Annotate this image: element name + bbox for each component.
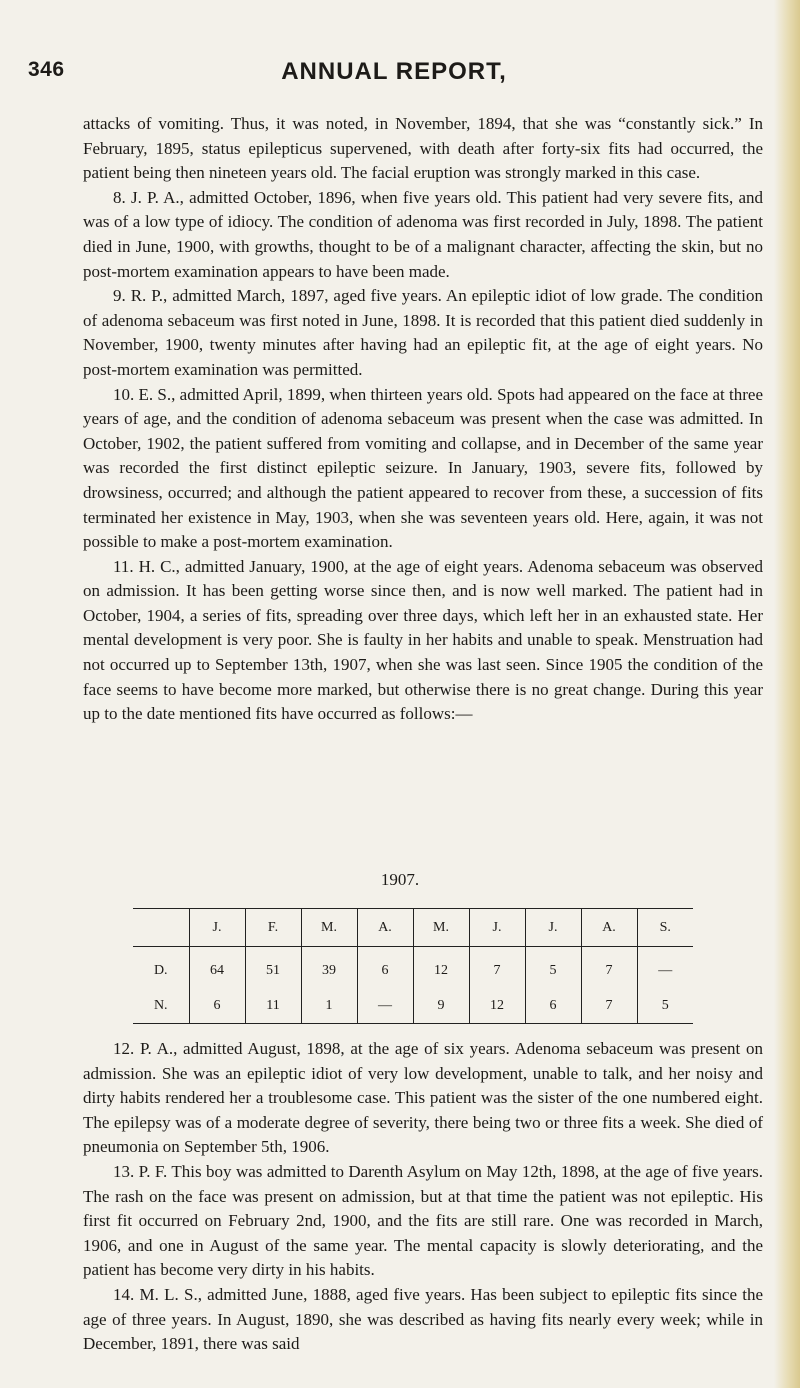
table-header-cell: A. [357, 909, 413, 947]
fits-table [133, 908, 693, 1024]
table-cell: 11 [245, 988, 301, 1024]
table-cell: 64 [189, 947, 245, 989]
table-cell: 39 [301, 947, 357, 989]
paragraph-case-12: 12. P. A., admitted August, 1898, at the age of six years. Adenoma sebaceum was present on admission. She was an epileptic idiot of very low development, unable to talk, and her noisy and dirty habits rendered her a troublesome case. This patient was the sister of the one numbered eight. The epilepsy was of a moderate degree of severity, there being two or three fits a week. She died of pneumonia on September 5th, 1906. [83, 1039, 763, 1157]
table-cell: 12 [413, 947, 469, 989]
page-edge-shading [774, 0, 800, 1388]
paragraph-case-9: 9. R. P., admitted March, 1897, aged five years. An epileptic idiot of low grade. The condition of adenoma sebaceum was first noted in June, 1898. It is recorded that this patient died suddenly in November, 1900, twenty minutes after having had an epileptic fit, at the age of eight years. No post-mortem examination was permitted. [83, 286, 763, 379]
table-header-cell: J. [469, 909, 525, 947]
page-header [28, 58, 760, 88]
paragraph-case-10: 10. E. S., admitted April, 1899, when thirteen years old. Spots had appeared on the face at three years of age, and the condition of adenoma sebaceum was present when the case was admitted. In October, 1902, the patient suffered from vomiting and collapse, and in December of the same year was recorded the first distinct epileptic seizure. In January, 1903, severe fits, followed by drowsiness, occurred; and although the patient appeared to recover from these, a succession of fits terminated her existence in May, 1903, when she was seventeen years old. Here, again, it was not possible to make a post-mortem examination. [83, 384, 763, 552]
paragraph-case-11: 11. H. C., admitted January, 1900, at the age of eight years. Adenoma sebaceum was observed on admission. It has been getting worse since then, and is now well marked. The patient had in October, 1904, a series of fits, spreading over three days, which left her in an exhausted state. Her mental development is very poor. She is faulty in her habits and unable to speak. Menstruation had not occurred up to September 13th, 1907, when she was last seen. Since 1905 the condition of the face seems to have become more marked, but otherwise there is no great change. During this year up to the date mentioned fits have occurred as follows:— [83, 556, 763, 724]
page-number: 346 [28, 58, 65, 81]
table-row [133, 947, 693, 989]
table-cell: 5 [525, 947, 581, 989]
body-text-bottom [83, 1037, 763, 1357]
table-header-row [133, 909, 693, 947]
table-header-cell: J. [525, 909, 581, 947]
table-cell: — [357, 988, 413, 1024]
table-cell: N. [133, 988, 189, 1024]
table-cell: 12 [469, 988, 525, 1024]
table-cell: 51 [245, 947, 301, 989]
table-cell: 6 [525, 988, 581, 1024]
table-header-cell: F. [245, 909, 301, 947]
table-header-cell: M. [301, 909, 357, 947]
table-row [133, 988, 693, 1024]
table-header-cell: J. [189, 909, 245, 947]
table-cell: 7 [469, 947, 525, 989]
running-head: ANNUAL REPORT, [281, 58, 507, 85]
table-cell: 5 [637, 988, 693, 1024]
paragraph-case-13: 13. P. F. This boy was admitted to Darenth Asylum on May 12th, 1898, at the age of five years. The rash on the face was present on admission, but at that time the patient was not epileptic. His first fit occurred on February 2nd, 1900, and the fits are still rare. One was recorded in March, 1906, and one in August of the same year. The mental capacity is slowly deteriorating, and the patient has become very dirty in his habits. [83, 1161, 763, 1280]
body-text-top [83, 112, 763, 727]
table-year-heading: 1907. [380, 870, 420, 889]
paragraph-case-14: 14. M. L. S., admitted June, 1888, aged five years. Has been subject to epileptic fits since the age of three years. In August, 1890, she was described as having fits nearly every week; while in December, 1891, there was said [83, 1284, 763, 1354]
paragraph: attacks of vomiting. Thus, it was noted, in November, 1894, that she was “constantly sick.” In February, 1895, status epilepticus supervened, with death after forty-six fits had occurred, the patient being then nineteen years old. The facial eruption was strongly marked in this case. [83, 114, 763, 183]
table-header-cell [133, 909, 189, 947]
table-cell: 6 [357, 947, 413, 989]
table-cell: 6 [189, 988, 245, 1024]
table-cell: 7 [581, 988, 637, 1024]
table-cell: — [637, 947, 693, 989]
paragraph-case-8: 8. J. P. A., admitted October, 1896, when five years old. This patient had very severe fits, and was of a low type of idiocy. The condition of adenoma was first recorded in July, 1898. The patient died in June, 1900, with growths, thought to be of a malignant character, affecting the skin, but no post-mortem examination appears to have been made. [83, 187, 763, 281]
table-cell: D. [153, 962, 168, 978]
table-header-cell: M. [413, 909, 469, 947]
table-cell: 7 [581, 947, 637, 989]
table-cell: 1 [301, 988, 357, 1024]
table-cell: 9 [413, 988, 469, 1024]
table-header-cell: S. [637, 909, 693, 947]
table-header-cell: A. [581, 909, 637, 947]
